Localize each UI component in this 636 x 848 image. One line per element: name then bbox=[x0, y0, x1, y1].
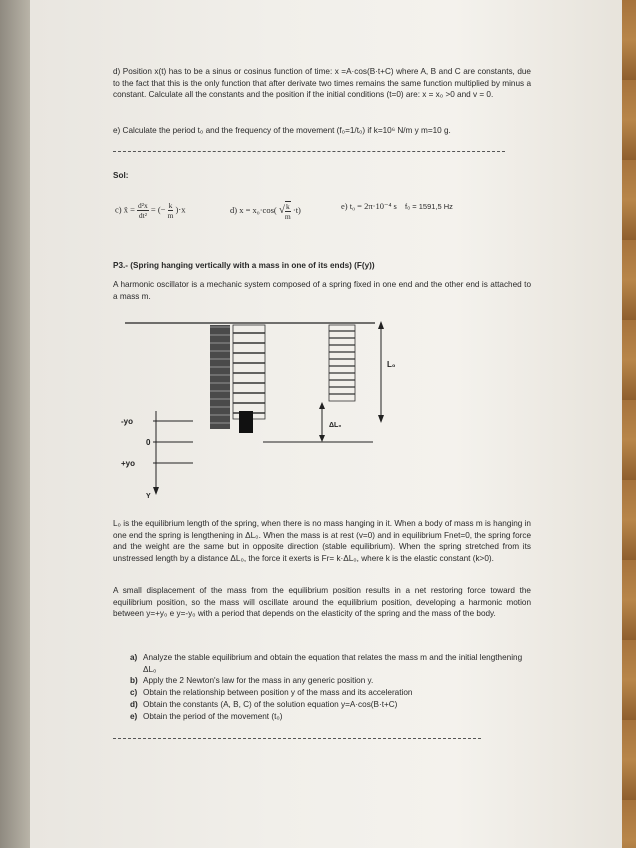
solution-d bbox=[230, 201, 301, 221]
label-l0: L₀ bbox=[387, 360, 396, 369]
task-letter: a) bbox=[130, 653, 138, 662]
label-y: Y bbox=[146, 493, 151, 500]
task-letter: e) bbox=[130, 711, 138, 721]
middle-spring-outline bbox=[233, 325, 265, 419]
solution-formulas bbox=[113, 192, 533, 222]
p3-intro bbox=[113, 279, 531, 302]
task-text: Obtain the relationship between position y of the mass and its acceleration bbox=[143, 688, 413, 698]
solution-d-k: k bbox=[285, 202, 290, 211]
spring-diagram bbox=[113, 315, 531, 510]
delta-l0-arrow-up-icon bbox=[319, 402, 325, 409]
solution-d-prefix: d) x = x₀·cos( bbox=[230, 204, 277, 215]
solution-d-suffix: ·t) bbox=[292, 204, 301, 215]
task-text: Apply the 2 Newton's law for the mass in any generic position y. bbox=[143, 676, 374, 686]
solution-c-numerator: d²x bbox=[138, 201, 148, 210]
problem-e-text: e) Calculate the period t₀ and the frequency of the movement (f₀=1/t₀) if k=10⁶ N/m y m=10 g. bbox=[113, 126, 451, 135]
solution-c-suffix: )·x bbox=[175, 204, 186, 215]
solution-e-period: e) t₀ = 2π·10⁻⁴ s bbox=[341, 201, 397, 211]
solution-c-k: k bbox=[168, 201, 173, 210]
p3-body-2 bbox=[113, 585, 531, 620]
solution-e bbox=[341, 201, 453, 213]
hanging-mass-block bbox=[239, 411, 253, 433]
task-item bbox=[113, 687, 531, 699]
p3-title bbox=[113, 260, 531, 272]
task-letter: d) bbox=[130, 699, 138, 709]
problem-d bbox=[113, 66, 531, 101]
solution-c bbox=[115, 201, 185, 220]
page-edge-shadow bbox=[0, 0, 30, 848]
solution-c-fraction bbox=[137, 201, 149, 220]
task-text: Obtain the constants (A, B, C) of the solution equation y=A·cos(B·t+C) bbox=[143, 699, 398, 709]
dashed-separator-top bbox=[113, 151, 505, 152]
solution-e-frequency: f₀ = 1591,5 Hz bbox=[404, 202, 453, 211]
solution-c-prefix: c) ẍ = bbox=[115, 204, 135, 215]
task-item bbox=[113, 652, 531, 675]
task-item bbox=[113, 675, 531, 687]
solution-d-k-over-m bbox=[285, 201, 291, 221]
solution-c-denominator: dt² bbox=[138, 211, 147, 220]
p3-body-1 bbox=[113, 518, 531, 565]
y-axis-arrow-icon bbox=[153, 487, 159, 495]
spring-diagram-svg bbox=[113, 315, 531, 510]
task-list bbox=[113, 652, 531, 722]
task-text: Analyze the stable equilibrium and obtain the equation that relates the mass m and the initial lengthening ΔL₀ bbox=[143, 653, 523, 674]
task-text: Obtain the period of the movement (t₀) bbox=[143, 711, 283, 721]
task-letter: b) bbox=[130, 676, 138, 686]
middle-spring-with-mass bbox=[233, 325, 265, 433]
left-coil-spring bbox=[210, 325, 230, 429]
label-neg-y0: -yo bbox=[121, 417, 133, 426]
p3-intro-text: A harmonic oscillator is a mechanic system composed of a spring fixed in one end and the other end is attached to a mass m. bbox=[113, 280, 531, 301]
dashed-separator-bottom bbox=[113, 738, 481, 739]
solution-c-middle: = (− bbox=[150, 204, 166, 215]
l0-arrow-up-icon bbox=[378, 321, 384, 329]
p3-title-text: P3.- (Spring hanging vertically with a mass in one of its ends) (F(y)) bbox=[113, 261, 375, 270]
solution-c-k-over-m bbox=[168, 201, 174, 220]
task-item bbox=[113, 699, 531, 711]
problem-d-text: d) Position x(t) has to be a sinus or cosinus function of time: x =A·cos(B·t+C) where A, B and C are constants, due to the fact that this is the only function that after derivate two times remains the same function multiplied by minus a constant. Calculate all the constants and the position if the initial conditions (t=0) are: x = x₀ >0 and v = 0. bbox=[113, 67, 531, 100]
solution-label bbox=[113, 170, 531, 182]
p3-body-1-text: L₀ is the equilibrium length of the spring, when there is no mass hanging in it. When a body of mass m is hanging in one end the spring is lengthening in ΔL₀. When the mass is at rest (v=0) and in equilibrium Fnet=0, the spring force and the weight are the same but in opposite direction (stable equilibrium). When the spring stretched from its unstressed length by a distance ΔL₀, the force it exerts is Fr= k·ΔL₀, where k is the elastic constant (k>0). bbox=[113, 519, 531, 564]
label-pos-y0: +yo bbox=[121, 459, 136, 468]
task-item bbox=[113, 711, 531, 723]
sol-label: Sol: bbox=[113, 171, 129, 180]
label-zero: 0 bbox=[146, 438, 151, 447]
right-spring-natural-length bbox=[329, 325, 355, 401]
label-delta-l0: ΔL₀ bbox=[329, 422, 342, 429]
delta-l0-arrow-down-icon bbox=[319, 435, 325, 442]
solution-c-m: m bbox=[167, 211, 174, 220]
problem-e bbox=[113, 125, 531, 137]
sqrt-icon: √ bbox=[278, 203, 285, 216]
p3-body-2-text: A small displacement of the mass from the equilibrium position results in a net restoring force toward the equilibrium position, so the mass will oscillate around the equilibrium position, developing a harmonic motion between y=+y₀ e y=-y₀ with a period that depends on the elasticity of the spring and the mass of the body. bbox=[113, 586, 531, 619]
task-letter: c) bbox=[130, 688, 138, 698]
left-coil-body bbox=[210, 325, 230, 429]
wooden-table-edge bbox=[622, 0, 636, 848]
solution-d-m: m bbox=[284, 212, 291, 221]
l0-arrow-down-icon bbox=[378, 415, 384, 423]
